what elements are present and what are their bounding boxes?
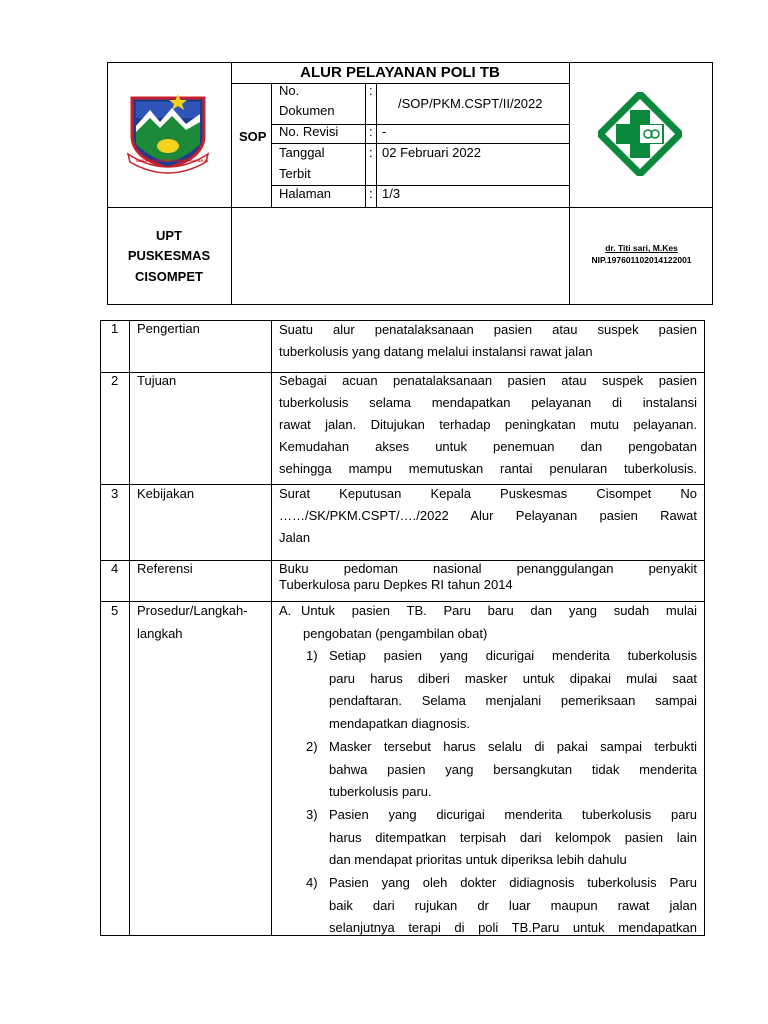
no-dokumen-value: /SOP/PKM.CSPT/II/2022	[398, 96, 543, 111]
no-revisi-label: No. Revisi	[279, 124, 339, 139]
text-line: Buku pedoman nasional penanggulangan penyakit	[279, 561, 697, 576]
section-a-text-cont	[303, 623, 697, 646]
text-line: tuberkolusis selama mendapatkan pelayanan di instalansi	[279, 395, 697, 410]
text-line: bahwa pasien yang bersangkutan tidak menderita	[329, 761, 697, 777]
text-line: Masker tersebut harus selalu di pakai sampai terbukti	[329, 739, 697, 754]
row-content-kebijakan	[279, 483, 697, 549]
section-marker: A.	[279, 603, 292, 618]
org-name-line2: PUSKESMAS	[127, 248, 211, 263]
procedure-item-2	[329, 736, 697, 804]
text-line: tuberkolusis yang datang melalui instalansi rawat jalan	[279, 344, 593, 359]
procedure-item-3	[329, 804, 697, 872]
no-dokumen-label-2: Dokumen	[279, 103, 335, 118]
procedure-item-1	[329, 645, 697, 735]
text-line: selanjutnya terapi di poli TB.Paru untuk mendapatkan	[329, 920, 697, 935]
document-title: ALUR PELAYANAN POLI TB	[300, 64, 500, 81]
halaman-label: Halaman	[279, 186, 332, 201]
text-line: Pasien yang dicurigai menderita tuberkolusis paru	[329, 807, 697, 822]
org-name-line1: UPT	[156, 228, 182, 243]
item-marker: 1)	[306, 648, 318, 663]
text-line: Pasien yang oleh dokter didiagnosis tuberkolusis Paru	[329, 875, 697, 890]
text-line: Jalan	[279, 530, 311, 545]
item-marker: 2)	[306, 739, 318, 754]
text-line: sehingga mampu memutuskan rantai penularan tuberkolusis.	[279, 461, 697, 476]
tanggal-label-1: Tanggal	[279, 145, 325, 160]
row-label-tujuan: Tujuan	[137, 373, 177, 388]
text-line: pendaftaran. Selama menjalani pemeriksaan sampai	[329, 693, 697, 708]
halaman-value: 1/3	[382, 186, 401, 201]
text-line: Kemudahan akses untuk penemuan dan pengobatan	[279, 439, 697, 454]
tanggal-terbit-value: 02 Februari 2022	[382, 145, 482, 160]
row-number: 4	[111, 561, 119, 576]
row-label-prosedur-cont: langkah	[137, 626, 183, 641]
text-line: pengobatan (pengambilan obat)	[303, 625, 488, 641]
colon: :	[369, 145, 373, 160]
colon: :	[369, 124, 373, 139]
row-number: 5	[111, 603, 119, 618]
crest-ribbon-text: SEBA SINGGIHEUN KERTA RAHARJA	[136, 158, 209, 163]
org-name-line3: CISOMPET	[135, 269, 203, 284]
text-line: Surat Keputusan Kepala Puskesmas Cisompet No	[279, 486, 697, 501]
text-line: Tuberkulosa paru Depkes RI tahun 2014	[279, 577, 513, 592]
row-content-tujuan	[279, 370, 697, 480]
row-content-referensi	[279, 561, 697, 593]
item-marker: 3)	[306, 807, 318, 822]
no-revisi-value: -	[382, 124, 387, 139]
row-label-referensi: Referensi	[137, 561, 193, 576]
puskesmas-logo	[598, 92, 682, 176]
row-number: 2	[111, 373, 119, 388]
text-line: tuberkolusis paru.	[329, 784, 432, 799]
signer-nip: NIP.197601102014122001	[591, 255, 692, 265]
text-line: baik dari rujukan dr luar maupun rawat jalan	[329, 897, 697, 913]
colon: :	[369, 186, 373, 201]
text-line: Sebagai acuan penatalaksanaan pasien atau suspek pasien	[279, 373, 697, 388]
row-label-prosedur: Prosedur/Langkah-	[137, 603, 248, 618]
row-content-pengertian	[279, 319, 697, 363]
text-line: Setiap pasien yang dicurigai menderita tuberkolusis	[329, 648, 697, 663]
text-line: dan mendapat prioritas untuk diperiksa lebih dahulu	[329, 852, 627, 867]
row-number: 3	[111, 486, 119, 501]
procedure-item-4	[329, 872, 697, 940]
row-number: 1	[111, 321, 119, 336]
text-line: rawat jalan. Ditujukan terhadap peningkatan mutu pelayanan.	[279, 417, 697, 432]
colon: :	[369, 83, 373, 98]
row-label-kebijakan: Kebijakan	[137, 486, 195, 501]
tanggal-label-2: Terbit	[279, 166, 311, 181]
text-line: paru harus diberi masker untuk dipakai mulai saat	[329, 670, 697, 686]
text-line: Suatu alur penatalaksanaan pasien atau suspek pasien	[279, 322, 697, 337]
row-label-pengertian: Pengertian	[137, 321, 200, 336]
text-line: Untuk pasien TB. Paru baru dan yang sudah mulai	[301, 603, 697, 618]
signer-name: dr. Titi sari, M.Kes	[605, 243, 678, 253]
item-marker: 4)	[306, 875, 318, 890]
section-a-text	[301, 600, 697, 623]
no-dokumen-label-1: No.	[279, 83, 300, 98]
text-line: mendapatkan diagnosis.	[329, 715, 470, 731]
text-line: harus ditempatkan terpisah dari kelompok pasien lain	[329, 829, 697, 845]
sop-label: SOP	[239, 129, 267, 144]
text-line: ……/SK/PKM.CSPT/…./2022 Alur Pelayanan pasien Rawat	[279, 508, 697, 523]
